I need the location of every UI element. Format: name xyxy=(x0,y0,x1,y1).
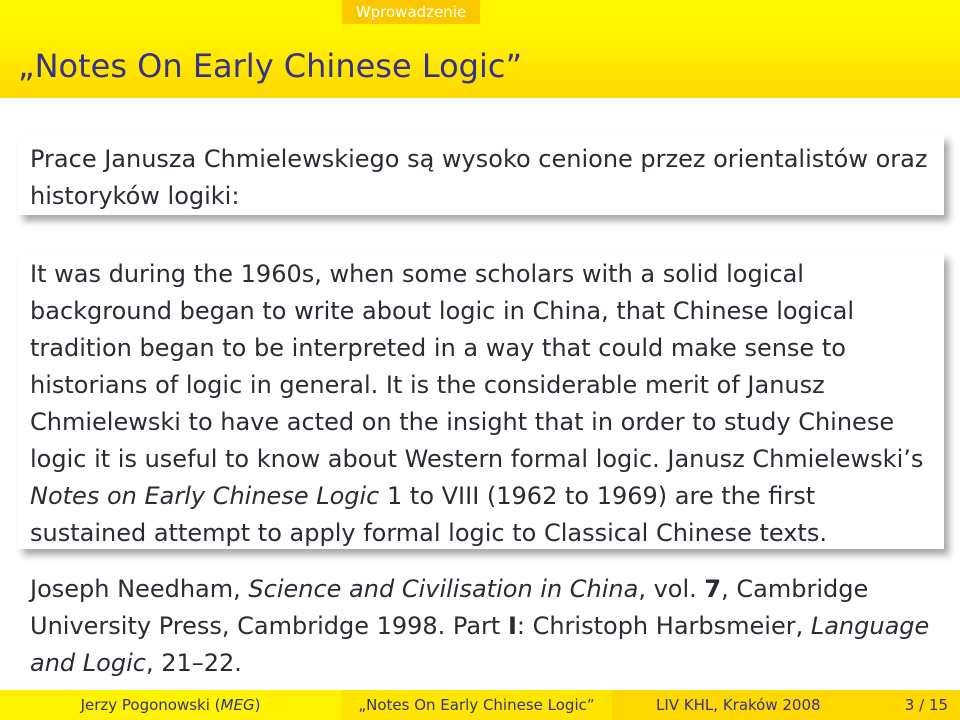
citation-block xyxy=(30,571,942,682)
quote-line xyxy=(30,478,944,515)
citation-part-title: Language xyxy=(810,612,930,640)
footer-author-end: ) xyxy=(254,696,261,714)
citation-work: Science and Civilisation in China xyxy=(248,575,639,603)
slide-footer xyxy=(0,690,960,720)
quote-line: background began to write about logic in China, that Chinese logical xyxy=(30,297,855,325)
citation-part-number: I xyxy=(507,612,517,640)
citation-publisher: , Cambridge xyxy=(721,575,869,603)
page-number: 3 / 15 xyxy=(904,696,948,714)
quote-line: logic it is useful to know about Western formal logic. Janusz Chmielewski’s xyxy=(30,445,924,473)
intro-line: historyków logiki: xyxy=(30,182,240,210)
quote-line: Chmielewski to have acted on the insight that in order to study Chinese xyxy=(30,408,895,436)
quote-block xyxy=(18,253,944,549)
footer-author-name: Jerzy Pogonowski ( xyxy=(80,696,221,714)
quote-line-rest: 1 to VIII (1962 to 1969) are the first xyxy=(379,482,816,510)
citation-part-author: : Christoph Harbsmeier, xyxy=(516,612,811,640)
quote-book-title: Notes on Early Chinese Logic xyxy=(30,482,380,510)
citation-publisher-rest: University Press, Cambridge 1998. Part xyxy=(30,612,508,640)
slide-title-bar xyxy=(0,24,960,98)
citation-author: Joseph Needham, xyxy=(30,575,249,603)
quote-line: sustained attempt to apply formal logic to Classical Chinese texts. xyxy=(30,519,827,547)
citation-line xyxy=(30,645,942,682)
footer-title[interactable]: „Notes On Early Chinese Logic” xyxy=(341,690,612,720)
footer-author-unit: MEG xyxy=(220,696,255,714)
citation-pages: , 21–22. xyxy=(145,649,242,677)
intro-line: Prace Janusza Chmielewskiego są wysoko cenione przez orientalistów oraz xyxy=(30,145,928,173)
nav-section-link[interactable]: Wprowadzenie xyxy=(342,0,480,24)
quote-line: tradition began to be interpreted in a way that could make sense to xyxy=(30,334,846,362)
citation-line xyxy=(30,571,942,608)
slide-title: „Notes On Early Chinese Logic” xyxy=(18,47,523,85)
intro-block xyxy=(18,135,944,215)
citation-part-title-end: and Logic xyxy=(30,649,146,677)
citation-vol: 7 xyxy=(704,575,722,603)
quote-line: historians of logic in general. It is the considerable merit of Janusz xyxy=(30,371,825,399)
footer-author[interactable] xyxy=(0,690,341,720)
footer-conference: LIV KHL, Kraków 2008 xyxy=(656,696,821,714)
citation-line xyxy=(30,608,942,645)
citation-vol-label: , vol. xyxy=(638,575,705,603)
footer-info xyxy=(612,690,960,720)
navigation-bar xyxy=(0,0,960,24)
quote-line: It was during the 1960s, when some scholars with a solid logical xyxy=(30,260,804,288)
